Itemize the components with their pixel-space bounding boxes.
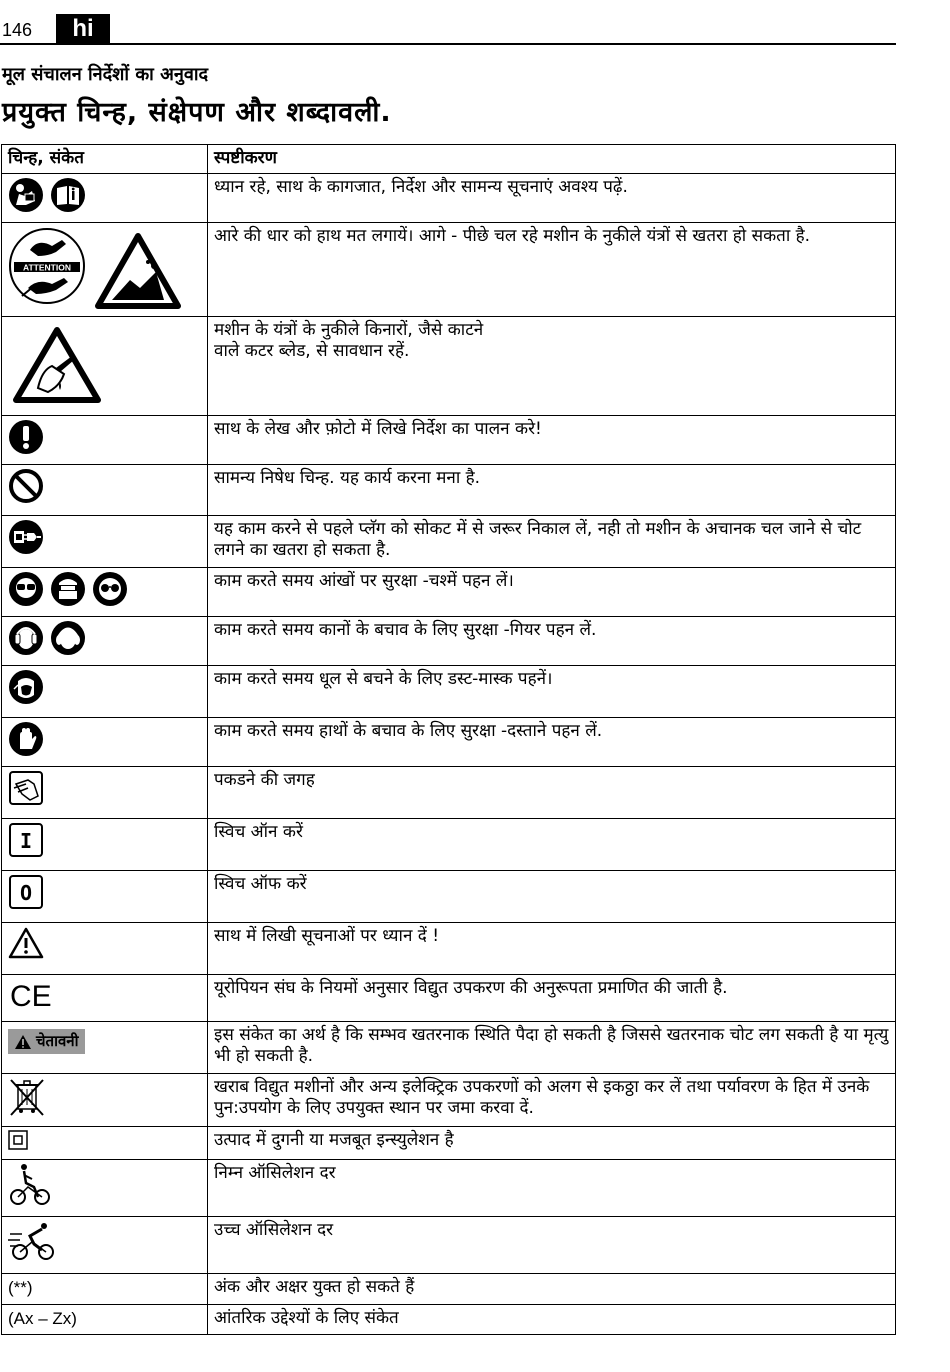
page-number: 146 [2,20,33,40]
symbol-cell [2,516,208,568]
warning-badge [8,1029,85,1054]
ce-mark-text: CE [10,980,52,1012]
symbol-cell: (**) [2,1274,208,1305]
table-row [2,767,896,819]
switch-on-symbol: I [19,829,33,853]
table-row [2,465,896,516]
table-header-row [2,145,896,174]
table-row [2,516,896,568]
explanation-cell: काम करते समय कानों के बचाव के लिए सुरक्षा -गियर पहन लें. [208,617,896,666]
switch-off-symbol: O [19,881,33,905]
explanation-cell: अंक और अक्षर युक्त हो सकते हैं [208,1274,896,1305]
explanation-cell: काम करते समय आंखों पर सुरक्षा -चश्में पहन लें। [208,568,896,617]
attention-label: ATTENTION [22,262,72,273]
symbol-cell [2,923,208,975]
ear-muffs-icon [50,620,86,656]
weee-crossed-bin-icon [8,1077,46,1117]
table-row [2,819,896,871]
table-row [2,1305,896,1335]
explanation-cell: निम्न ऑसिलेशन दर [208,1160,896,1217]
explanation-cell: मशीन के यंत्रों के नुकीले किनारों, जैसे काटने वाले कटर ब्लेड, से सावधान रहें. [208,317,896,416]
table-row [2,871,896,923]
symbol-cell [2,1022,208,1074]
table-row [2,1160,896,1217]
symbol-cell [2,465,208,516]
general-warning-icon [8,926,44,960]
symbol-cell [2,819,208,871]
doc-title: प्रयुक्त चिन्ह, संक्षेपण और शब्दावली. [2,97,392,128]
symbol-cell [2,767,208,819]
symbol-cell [2,317,208,416]
double-insulation-icon [8,1130,30,1150]
explanation-cell: पकडने की जगह [208,767,896,819]
symbol-cell [2,568,208,617]
table-row [2,223,896,317]
read-manual-person-icon [8,177,44,213]
high-oscillation-cyclist-icon [8,1220,60,1264]
symbol-cell [2,1217,208,1274]
symbol-cell [2,174,208,223]
language-tab: hi [56,14,110,44]
switch-on-icon [8,822,44,858]
explanation-cell: साथ के लेख और फ़ोटो में लिखे निर्देश का पालन करे! [208,416,896,465]
prohibition-icon [8,468,44,504]
saw-blade-warning-icon [94,232,182,312]
table-row [2,1022,896,1074]
symbol-cell [2,718,208,767]
explanation-cell: यूरोपियन संघ के नियमों अनुसार विद्युत उपकरण की अनुरूपता प्रमाणित की जाती है. [208,975,896,1022]
column-header-explanation: स्पष्टीकरण [208,145,896,174]
symbol-cell [2,871,208,923]
warning-triangle-icon [14,1034,32,1050]
switch-off-icon [8,874,44,910]
table-row [2,416,896,465]
doc-subtitle: मूल संचालन निर्देशों का अनुवाद [2,64,209,85]
symbol-cell: (Ax – Zx) [2,1305,208,1335]
explanation-cell: उत्पाद में दुगनी या मजबूत इन्स्युलेशन है [208,1127,896,1160]
ce-mark-icon [8,978,52,1012]
table-row [2,975,896,1022]
explanation-cell: काम करते समय हाथों के बचाव के लिए सुरक्षा -दस्ताने पहन लें. [208,718,896,767]
ear-protection-icon [8,620,44,656]
explanation-cell: स्विच ऑन करें [208,819,896,871]
table-row [2,568,896,617]
sharp-edge-warning-icon [12,326,102,406]
table-row [2,923,896,975]
symbol-cell [2,1127,208,1160]
header-rule [0,43,896,45]
table-row [2,1274,896,1305]
attention-hand-blade-icon [8,226,86,306]
explanation-cell: खराब विद्युत मशीनों और अन्य इलेक्ट्रिक उपकरणों को अलग से इकठ्ठा कर लें तथा पर्यावरण के हित में उनके पुन:उपयोग के लिए उपयुक्त स्थान पर जमा करवा दें. [208,1074,896,1127]
table-row [2,317,896,416]
explanation-cell: इस संकेत का अर्थ है कि सम्भव खतरनाक स्थिति पैदा हो सकती है जिससे खतरनाक चोट लग सकती है या मृत्यु भी हो सकती है. [208,1022,896,1074]
column-header-symbol: चिन्ह, संकेत [2,145,208,174]
page-header [0,10,896,44]
grip-point-icon [8,770,44,806]
symbol-cell [2,416,208,465]
safety-glasses-icon [92,571,128,607]
explanation-cell: ध्यान रहे, साथ के कागजात, निर्देश और सामन्य सूचनाएं अवश्य पढ़ें. [208,174,896,223]
symbol-cell [2,617,208,666]
low-oscillation-cyclist-icon [8,1163,52,1207]
table-row [2,617,896,666]
table-row [2,1217,896,1274]
protective-gloves-icon [8,721,44,757]
dust-mask-icon [8,669,44,705]
symbol-cell [2,666,208,718]
warning-badge-label: चेतावनी [36,1032,79,1050]
table-row [2,718,896,767]
explanation-cell: स्विच ऑफ करें [208,871,896,923]
explanation-cell: आरे की धार को हाथ मत लगायें। आगे - पीछे चल रहे मशीन के नुकीले यंत्रों से खतरा हो सकता है. [208,223,896,317]
unplug-icon [8,519,44,555]
safety-goggles-icon [8,571,44,607]
table-row [2,1127,896,1160]
symbol-cell [2,1160,208,1217]
face-shield-icon [50,571,86,607]
explanation-cell: काम करते समय धूल से बचने के लिए डस्ट-मास्क पहनें। [208,666,896,718]
explanation-cell: उच्च ऑसिलेशन दर [208,1217,896,1274]
table-row [2,174,896,223]
mandatory-action-icon [8,419,44,455]
explanation-cell: साथ में लिखी सूचनाओं पर ध्यान दें ! [208,923,896,975]
explanation-cell: सामन्य निषेध चिन्ह. यह कार्य करना मना है. [208,465,896,516]
table-row [2,1074,896,1127]
explanation-cell: आंतरिक उद्देश्यों के लिए संकेत [208,1305,896,1335]
symbols-table [1,144,896,1335]
symbol-cell [2,223,208,317]
explanation-cell: यह काम करने से पहले प्लॅग को सोकट में से जरूर निकाल लें, नही तो मशीन के अचानक चल जाने से चोट लगने का खतरा हो सकता है. [208,516,896,568]
manual-book-icon [50,177,86,213]
symbol-cell [2,975,208,1022]
symbol-cell [2,1074,208,1127]
table-row [2,666,896,718]
